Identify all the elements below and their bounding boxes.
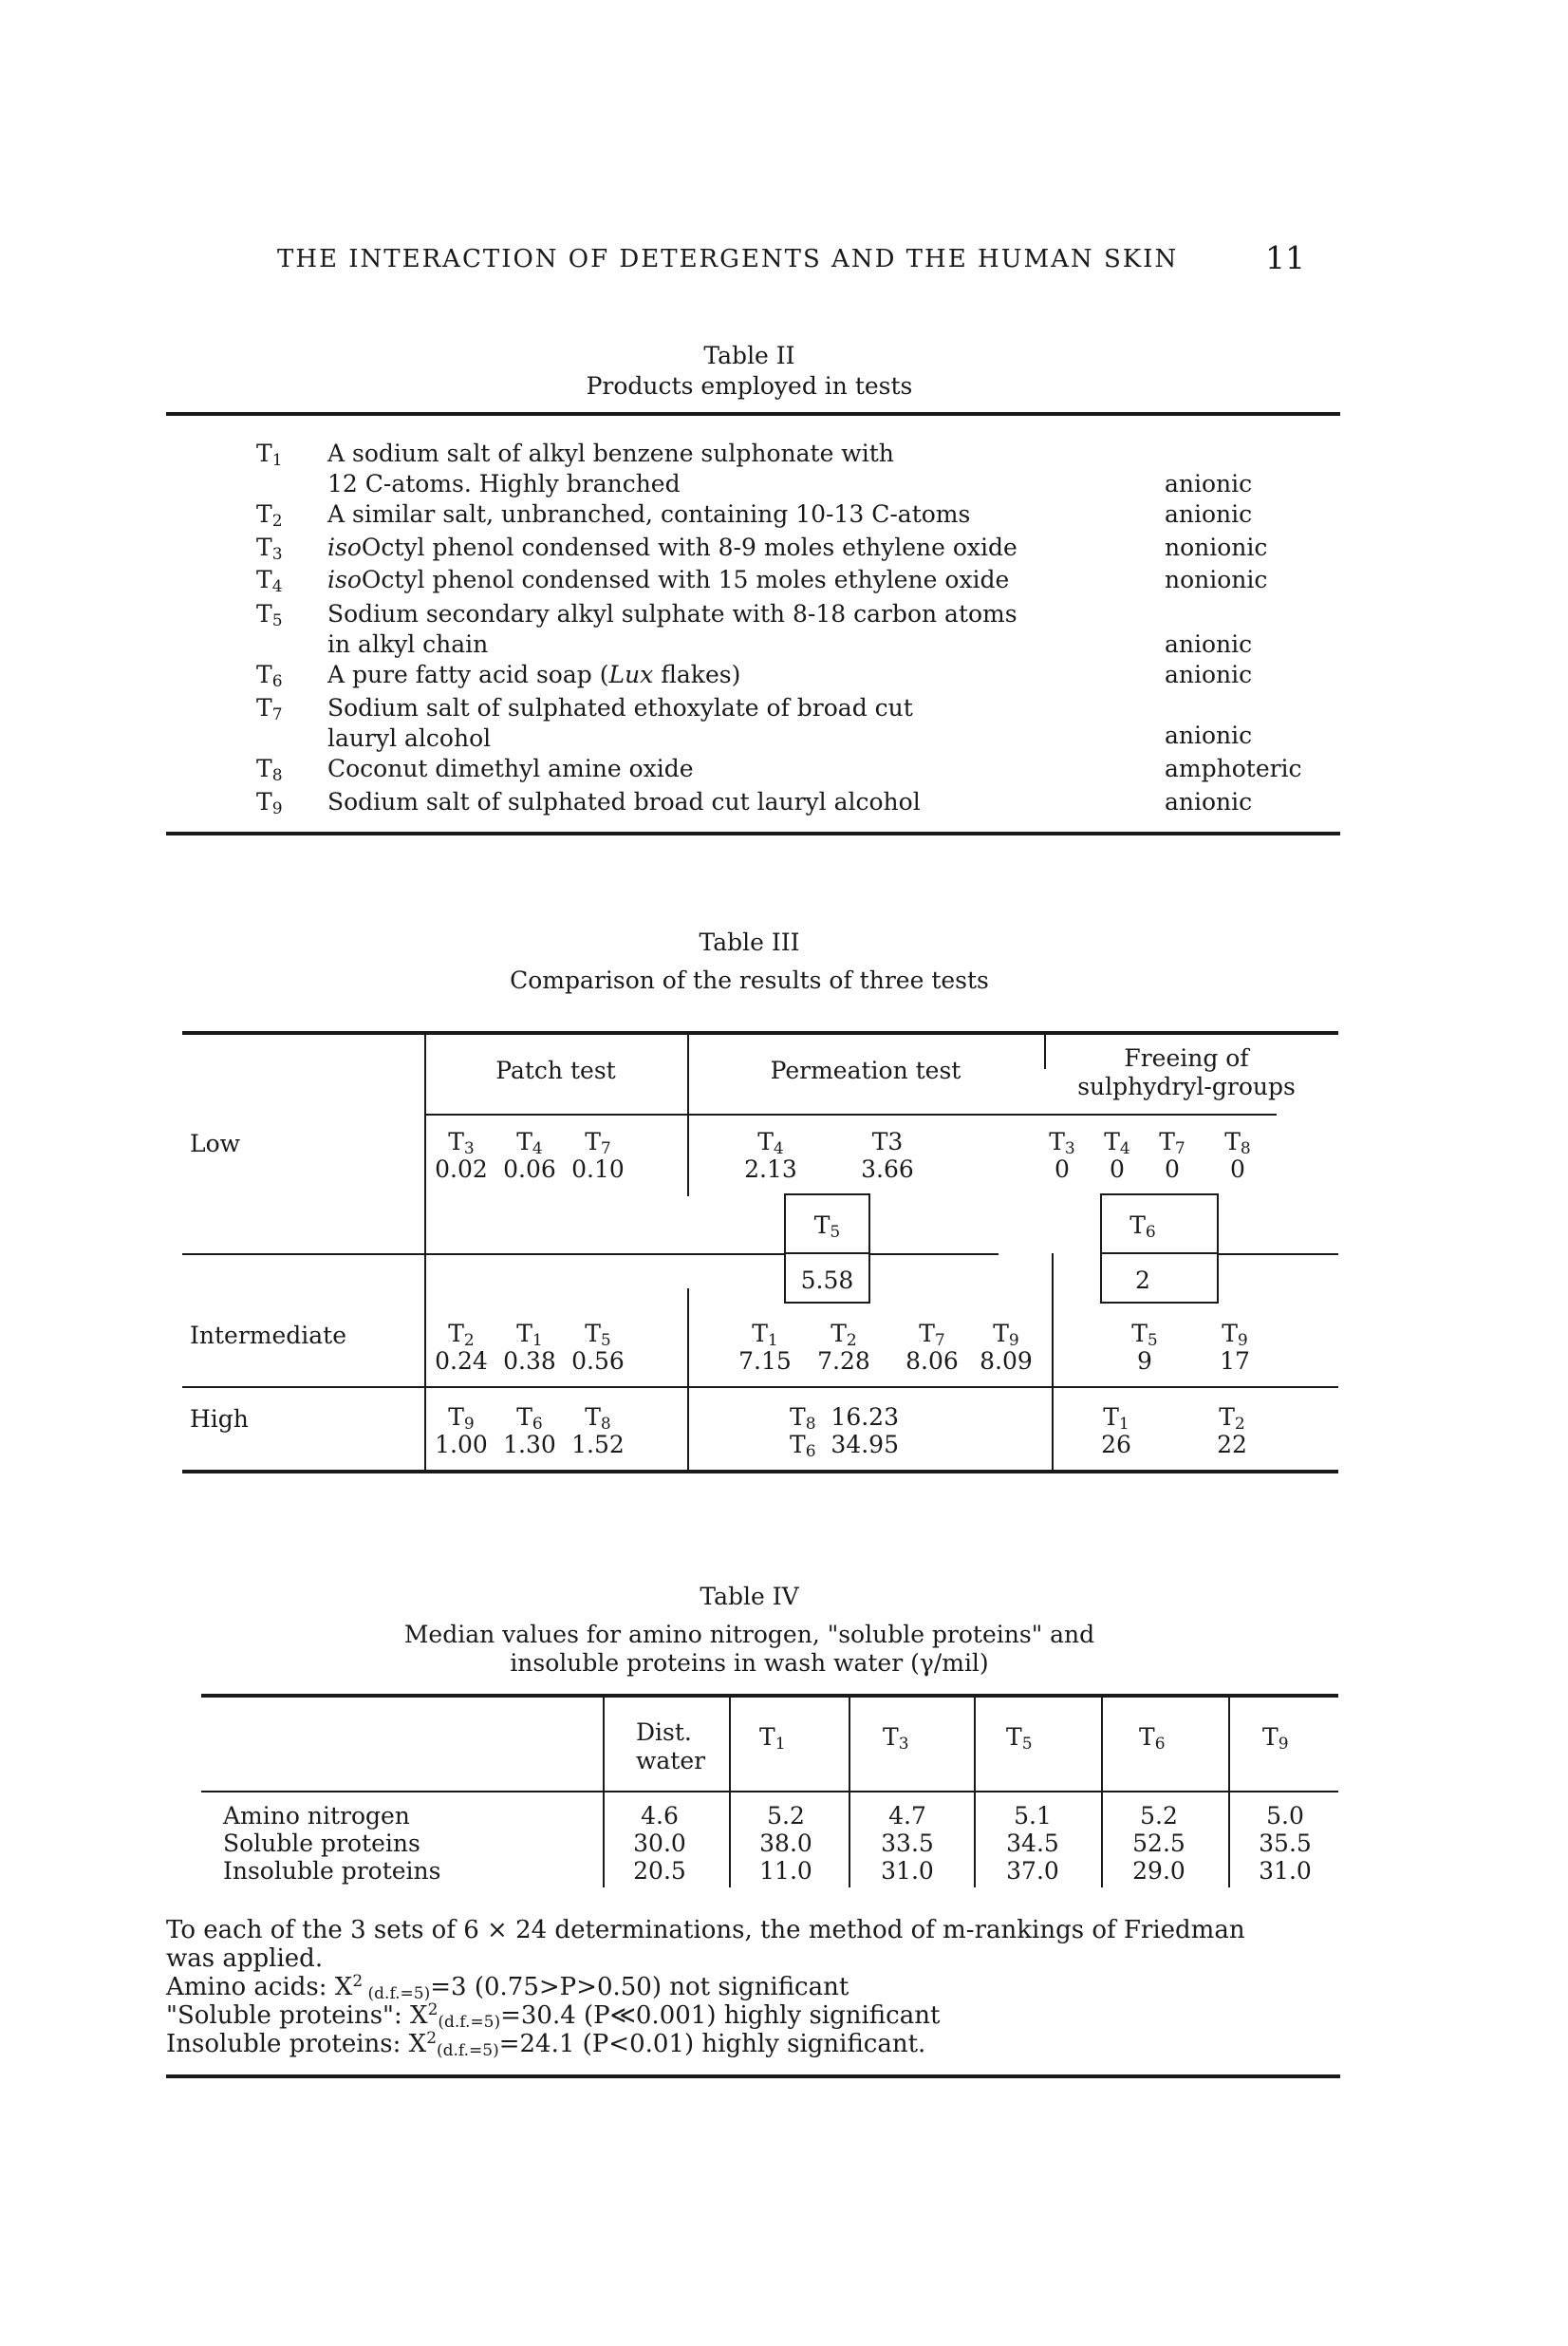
t4-cell: 37.0	[1006, 1857, 1059, 1885]
table2-type: anionic	[1165, 722, 1253, 749]
t3-cell: $T_7$	[585, 1128, 611, 1158]
table3-low-rule	[1219, 1253, 1338, 1255]
t3-cell: $T_6$ 34.95	[790, 1431, 899, 1461]
freeing-header: sulphydryl-groups	[1077, 1073, 1296, 1100]
t3-cell: $T_9$	[1222, 1320, 1248, 1350]
t3-box-label: $T_5$	[813, 1211, 841, 1242]
t4-cell: 11.0	[759, 1857, 812, 1885]
table2-desc: A similar salt, unbranched, containing 10-13 C-atoms	[327, 500, 971, 528]
freeing-header: Freeing of	[1124, 1044, 1249, 1072]
table2-desc: A pure fatty acid soap (Lux flakes)	[327, 661, 741, 688]
row-label-high: High	[190, 1405, 249, 1433]
t4-cell: 4.7	[888, 1802, 926, 1830]
table2-label: $T_4$	[256, 566, 283, 596]
table2-type: nonionic	[1165, 566, 1268, 593]
t3-cell: $T_7$	[919, 1320, 945, 1350]
table2-top-rule	[166, 412, 1340, 416]
table2-label: $T_3$	[256, 534, 283, 564]
t3-cell: 0.56	[571, 1347, 625, 1375]
t3-box-value: 2	[1135, 1267, 1150, 1294]
table3-col-divider	[687, 1288, 689, 1473]
t3-cell: 0	[1055, 1155, 1070, 1183]
t3-cell: 0.38	[503, 1347, 556, 1375]
t4-cell: 5.2	[1140, 1802, 1178, 1830]
table4-col-divider	[603, 1698, 605, 1887]
table3-header-rule	[424, 1114, 1277, 1116]
t4-cell: 30.0	[633, 1830, 686, 1857]
t3-cell: 0.10	[571, 1155, 625, 1183]
table4-caption: insoluble proteins in wash water (γ/mil)	[510, 1649, 989, 1677]
table4-col-divider	[1101, 1698, 1103, 1887]
t3-cell: 8.09	[980, 1347, 1033, 1375]
running-title: THE INTERACTION OF DETERGENTS AND THE HUMAN SKIN	[277, 245, 1179, 273]
t4-cell: 5.2	[767, 1802, 805, 1830]
t4-col-dist: water	[636, 1747, 706, 1774]
table3-int-rule	[182, 1386, 1054, 1388]
table3-title: Table III	[699, 929, 800, 956]
table3-top-rule	[182, 1031, 1338, 1035]
page-number: 11	[1265, 239, 1305, 276]
t3-cell: $T_1$	[752, 1320, 778, 1350]
t4-col-header: $T_9$	[1262, 1723, 1289, 1754]
table2-type: nonionic	[1165, 534, 1268, 561]
t4-cell: 33.5	[881, 1830, 934, 1857]
table4-col-divider	[974, 1698, 976, 1887]
note-insoluble: Insoluble proteins: $X^2_{(d.f.=5)}=24.1$ (P<0.01) highly significant.	[166, 2029, 926, 2060]
t4-cell: 35.5	[1259, 1830, 1312, 1857]
table2-desc: Sodium secondary alkyl sulphate with 8-18 carbon atoms	[327, 600, 1017, 628]
t3-cell: 1.52	[571, 1431, 625, 1458]
t3-cell: 0.02	[435, 1155, 488, 1183]
t4-cell: 20.5	[633, 1857, 686, 1885]
table3-low-rule	[182, 1253, 784, 1255]
row-label-intermediate: Intermediate	[190, 1322, 347, 1349]
table2-type: anionic	[1165, 470, 1253, 497]
table4-top-rule	[201, 1694, 1338, 1698]
t3-cell: 0.24	[435, 1347, 488, 1375]
t4-cell: 5.1	[1014, 1802, 1052, 1830]
table4-col-divider	[849, 1698, 850, 1887]
table2-desc: Sodium salt of sulphated ethoxylate of broad cut	[327, 694, 913, 722]
t3-cell: 0	[1230, 1155, 1245, 1183]
table4-title: Table IV	[700, 1583, 799, 1610]
table2-caption: Products employed in tests	[586, 372, 913, 400]
table2-desc: in alkyl chain	[327, 630, 489, 658]
t3-box-value: 5.58	[800, 1267, 854, 1294]
table3-low-rule	[870, 1253, 999, 1255]
note-line: To each of the 3 sets of 6 × 24 determinations, the method of m-rankings of Friedman	[166, 1916, 1245, 1944]
t3-cell: $T_3$	[1049, 1128, 1075, 1158]
table4-header-rule	[201, 1791, 1338, 1792]
t3-cell: $T_5$	[1131, 1320, 1158, 1350]
note-soluble: "Soluble proteins": $X^2_{(d.f.=5)}=30.4$ (P≪0.001) highly significant	[166, 2000, 941, 2032]
t3-cell: 2.13	[744, 1155, 797, 1183]
t3-cell: 1.30	[503, 1431, 556, 1458]
table2-desc: 12 C-atoms. Highly branched	[327, 470, 681, 497]
table2-desc: isoOctyl phenol condensed with 15 moles ethylene oxide	[327, 566, 1010, 593]
note-line: was applied.	[166, 1944, 324, 1973]
t3-cell: $T_4$	[516, 1128, 543, 1158]
t3-cell: 26	[1101, 1431, 1131, 1458]
table2-desc: A sodium salt of alkyl benzene sulphonate with	[327, 440, 894, 467]
t4-row-label: Amino nitrogen	[223, 1802, 410, 1830]
t3-cell: 22	[1217, 1431, 1247, 1458]
t3-cell: $T_1$	[516, 1320, 543, 1350]
t4-col-header: $T_1$	[759, 1723, 786, 1754]
table2-label: $T_6$	[256, 661, 283, 691]
t4-cell: 29.0	[1132, 1857, 1185, 1885]
t3-cell: T3	[871, 1128, 904, 1155]
table2-type: anionic	[1165, 661, 1253, 688]
t3-cell: $T_2$	[831, 1320, 857, 1350]
t3-cell: $T_6$	[516, 1403, 543, 1434]
t3-cell: 3.66	[861, 1155, 914, 1183]
table2-type: amphoteric	[1165, 755, 1302, 782]
table4-col-divider	[1228, 1698, 1230, 1887]
t3-cell: 0	[1165, 1155, 1180, 1183]
t4-cell: 5.0	[1266, 1802, 1304, 1830]
table3-caption: Comparison of the results of three tests	[510, 967, 989, 994]
table2-label: $T_1$	[256, 440, 283, 470]
t4-col-dist: Dist.	[636, 1718, 692, 1746]
t4-col-header: $T_5$	[1006, 1723, 1033, 1754]
t3-cell: $T_8$	[1224, 1128, 1251, 1158]
t3-cell: $T_7$	[1159, 1128, 1185, 1158]
t4-cell: 31.0	[1259, 1857, 1312, 1885]
t3-cell: 8.06	[905, 1347, 959, 1375]
table2-type: anionic	[1165, 788, 1253, 816]
t4-row-label: Soluble proteins	[223, 1830, 420, 1857]
t3-box-label: $T_6$	[1129, 1211, 1156, 1242]
row-label-low: Low	[190, 1130, 241, 1157]
t3-cell: 0.06	[503, 1155, 556, 1183]
t3-cell: $T_8$ 16.23	[790, 1403, 899, 1434]
t3-cell: $T_2$	[1219, 1403, 1245, 1434]
table3-int-rule	[1052, 1386, 1338, 1388]
t3-cell: $T_3$	[448, 1128, 475, 1158]
table2-bottom-rule	[166, 832, 1340, 835]
note-amino: Amino acids: $X^2$ $_{(d.f.=5)}$=3 (0.75>P>0.50) not significant	[166, 1972, 849, 2003]
t4-cell: 31.0	[881, 1857, 934, 1885]
table2-title: Table II	[703, 342, 795, 369]
t3-cell: 7.28	[817, 1347, 870, 1375]
table2-desc: Coconut dimethyl amine oxide	[327, 755, 694, 782]
t3-cell: $T_1$	[1103, 1403, 1129, 1434]
t3-cell: $T_2$	[448, 1320, 475, 1350]
table3-col-divider	[1052, 1253, 1054, 1473]
t4-col-header: $T_6$	[1139, 1723, 1166, 1754]
table4-col-divider	[729, 1698, 731, 1887]
table2-desc: lauryl alcohol	[327, 724, 492, 752]
table2-desc: isoOctyl phenol condensed with 8-9 moles ethylene oxide	[327, 534, 1017, 561]
t4-cell: 34.5	[1006, 1830, 1059, 1857]
table2-label: $T_2$	[256, 500, 283, 531]
t4-row-label: Insoluble proteins	[223, 1857, 441, 1885]
t4-cell: 4.6	[641, 1802, 679, 1830]
table2-type: anionic	[1165, 630, 1253, 658]
perm-box-divider	[784, 1252, 870, 1254]
t4-col-header: $T_3$	[883, 1723, 909, 1754]
table2-label: $T_7$	[256, 694, 283, 724]
permeation-test-header: Permeation test	[770, 1057, 961, 1084]
table2-desc: Sodium salt of sulphated broad cut lauryl alcohol	[327, 788, 921, 816]
t4-cell: 52.5	[1132, 1830, 1185, 1857]
t3-cell: 7.15	[738, 1347, 792, 1375]
table2-label: $T_9$	[256, 788, 283, 818]
t3-cell: $T_9$	[993, 1320, 1019, 1350]
table2-label: $T_8$	[256, 755, 283, 785]
free-box-divider	[1100, 1252, 1219, 1254]
t3-cell: $T_4$	[1104, 1128, 1130, 1158]
table4-caption: Median values for amino nitrogen, "soluble proteins" and	[403, 1621, 1095, 1648]
table3-bottom-rule	[182, 1470, 1338, 1473]
t3-cell: $T_8$	[585, 1403, 611, 1434]
t3-cell: $T_9$	[448, 1403, 475, 1434]
table2-label: $T_5$	[256, 600, 283, 630]
notes-bottom-rule	[166, 2074, 1340, 2078]
t3-cell: 1.00	[435, 1431, 488, 1458]
patch-test-header: Patch test	[495, 1057, 616, 1084]
t3-cell: $T_5$	[585, 1320, 611, 1350]
t3-cell: 0	[1110, 1155, 1125, 1183]
t4-cell: 38.0	[759, 1830, 812, 1857]
t3-cell: $T_4$	[757, 1128, 784, 1158]
t3-cell: 17	[1220, 1347, 1250, 1375]
table2-type: anionic	[1165, 500, 1253, 528]
t3-cell: 9	[1137, 1347, 1152, 1375]
